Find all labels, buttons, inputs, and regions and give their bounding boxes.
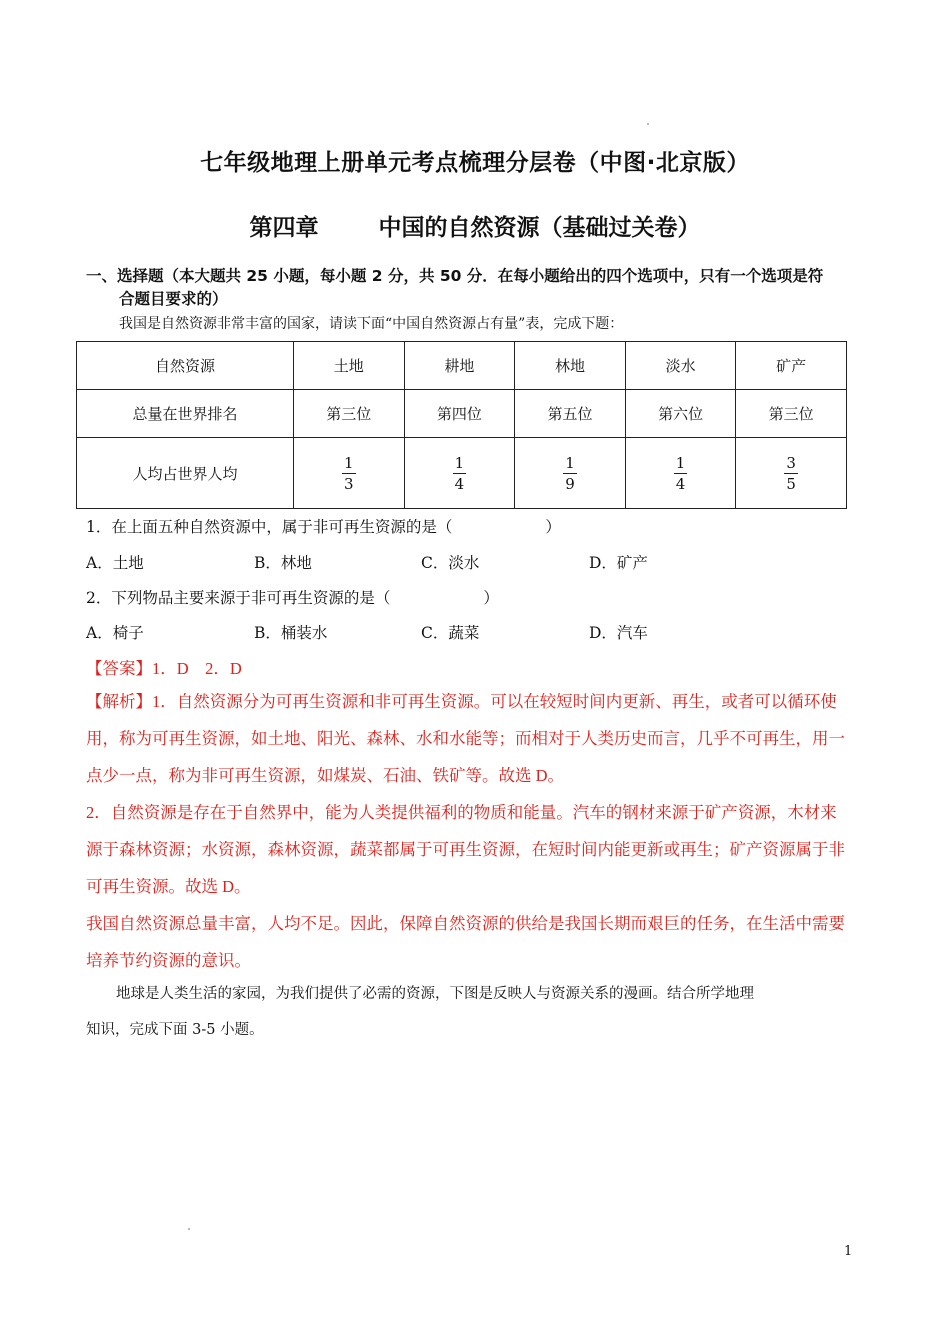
chapter-title xyxy=(0,209,950,242)
table-header-cell: 矿产 xyxy=(736,342,847,390)
intro-line: 地球是人类生活的家园，为我们提供了必需的资源，下图是反映人与资源关系的漫画。结合所学地理 xyxy=(116,986,754,1002)
chapter-name: 中国的自然资源（基础过关卷） xyxy=(378,215,701,241)
table-row xyxy=(77,438,847,509)
section-heading-line2: 合题目要求的） xyxy=(119,290,228,308)
question-1-option-c: C．淡水 xyxy=(421,554,480,572)
intro-line: 知识，完成下面 3-5 小题。 xyxy=(86,1022,264,1038)
analysis-line: 培养节约资源的意识。 xyxy=(86,951,251,970)
analysis-line: 点少一点，称为非可再生资源，如煤炭、石油、铁矿等。故选 D。 xyxy=(86,766,565,785)
answer-line xyxy=(86,655,242,679)
table-cell xyxy=(515,438,626,509)
fraction-denominator: 3 xyxy=(344,474,354,493)
table-header-cell: 耕地 xyxy=(404,342,515,390)
row-label: 总量在世界排名 xyxy=(77,390,294,438)
question-1-stem: 1．在上面五种自然资源中，属于非可再生资源的是（ ） xyxy=(86,518,561,536)
document-title: 七年级地理上册单元考点梳理分层卷（中图·北京版） xyxy=(200,150,750,176)
analysis-text: 1．自然资源分为可再生资源和非可再生资源。可以在较短时间内更新、再生，或者可以循环使 xyxy=(152,692,837,711)
analysis-line: 可再生资源。故选 D。 xyxy=(86,877,251,896)
answer-label: 【答案】 xyxy=(86,659,152,678)
question-2-option-b: B．桶装水 xyxy=(254,624,328,642)
table-intro: 我国是自然资源非常丰富的国家，请读下面“中国自然资源占有量”表，完成下题： xyxy=(119,316,624,332)
analysis-line: 我国自然资源总量丰富，人均不足。因此，保障自然资源的供给是我国长期而艰巨的任务，在生活中需要 xyxy=(86,914,845,933)
fraction-numerator: 3 xyxy=(786,453,796,472)
table-header-cell: 土地 xyxy=(294,342,405,390)
fraction-denominator: 9 xyxy=(565,474,575,493)
fraction-denominator: 4 xyxy=(675,474,686,493)
table-header-cell: 自然资源 xyxy=(77,342,294,390)
analysis-line: 用，称为可再生资源，如土地、阳光、森林、水和水能等；而相对于人类历史而言，几乎不可再生，用一 xyxy=(86,729,845,748)
fraction-numerator: 1 xyxy=(565,453,575,472)
table-row xyxy=(77,390,847,438)
chapter-number: 第四章 xyxy=(249,215,319,241)
scan-dot xyxy=(647,123,649,125)
table-cell: 第三位 xyxy=(294,390,405,438)
row-label: 人均占世界人均 xyxy=(77,438,294,509)
fraction xyxy=(784,453,798,494)
section-heading xyxy=(86,265,876,311)
fraction-numerator: 1 xyxy=(454,453,465,472)
table-header-cell: 林地 xyxy=(515,342,626,390)
question-2-option-c: C．蔬菜 xyxy=(421,624,480,642)
fraction xyxy=(342,453,356,494)
question-1-option-a: A．土地 xyxy=(86,554,144,572)
next-question-intro xyxy=(86,976,866,1048)
question-2-option-a: A．椅子 xyxy=(86,624,144,642)
fraction-numerator: 1 xyxy=(344,453,354,472)
question-2-option-d: D．汽车 xyxy=(589,624,648,642)
fraction-numerator: 1 xyxy=(675,453,686,472)
question-1-option-d: D．矿产 xyxy=(589,554,648,572)
table-row xyxy=(77,342,847,390)
analysis-label: 【解析】 xyxy=(86,692,152,711)
fraction-denominator: 4 xyxy=(454,474,465,493)
section-heading-line1: 一、选择题（本大题共 25 小题，每小题 2 分，共 50 分．在每小题给出的四个选项中，只有一个选项是符 xyxy=(86,267,824,285)
question-2-stem: 2．下列物品主要来源于非可再生资源的是（ ） xyxy=(86,589,499,607)
fraction xyxy=(674,453,688,494)
question-1-option-b: B．林地 xyxy=(254,554,312,572)
table-cell xyxy=(294,438,405,509)
answer-text: 1．D 2．D xyxy=(152,659,242,678)
analysis-line: 2．自然资源是存在于自然界中，能为人类提供福利的物质和能量。汽车的钢材来源于矿产资源，木材来 xyxy=(86,803,837,822)
table-cell: 第三位 xyxy=(736,390,847,438)
table-cell xyxy=(404,438,515,509)
table-header-cell: 淡水 xyxy=(625,342,736,390)
fraction xyxy=(453,453,467,494)
table-cell xyxy=(625,438,736,509)
table-cell xyxy=(736,438,847,509)
page-number: 1 xyxy=(844,1244,853,1259)
fraction xyxy=(563,453,577,494)
table-cell: 第四位 xyxy=(404,390,515,438)
resource-table xyxy=(76,341,847,509)
analysis-line xyxy=(86,683,866,720)
table-cell: 第六位 xyxy=(625,390,736,438)
analysis-line: 源于森林资源；水资源，森林资源，蔬菜都属于可再生资源，在短时间内能更新或再生；矿产资源属于非 xyxy=(86,840,845,859)
fraction-denominator: 5 xyxy=(786,474,796,493)
analysis-block xyxy=(86,683,866,979)
scan-dot xyxy=(188,1228,190,1230)
table-cell: 第五位 xyxy=(515,390,626,438)
